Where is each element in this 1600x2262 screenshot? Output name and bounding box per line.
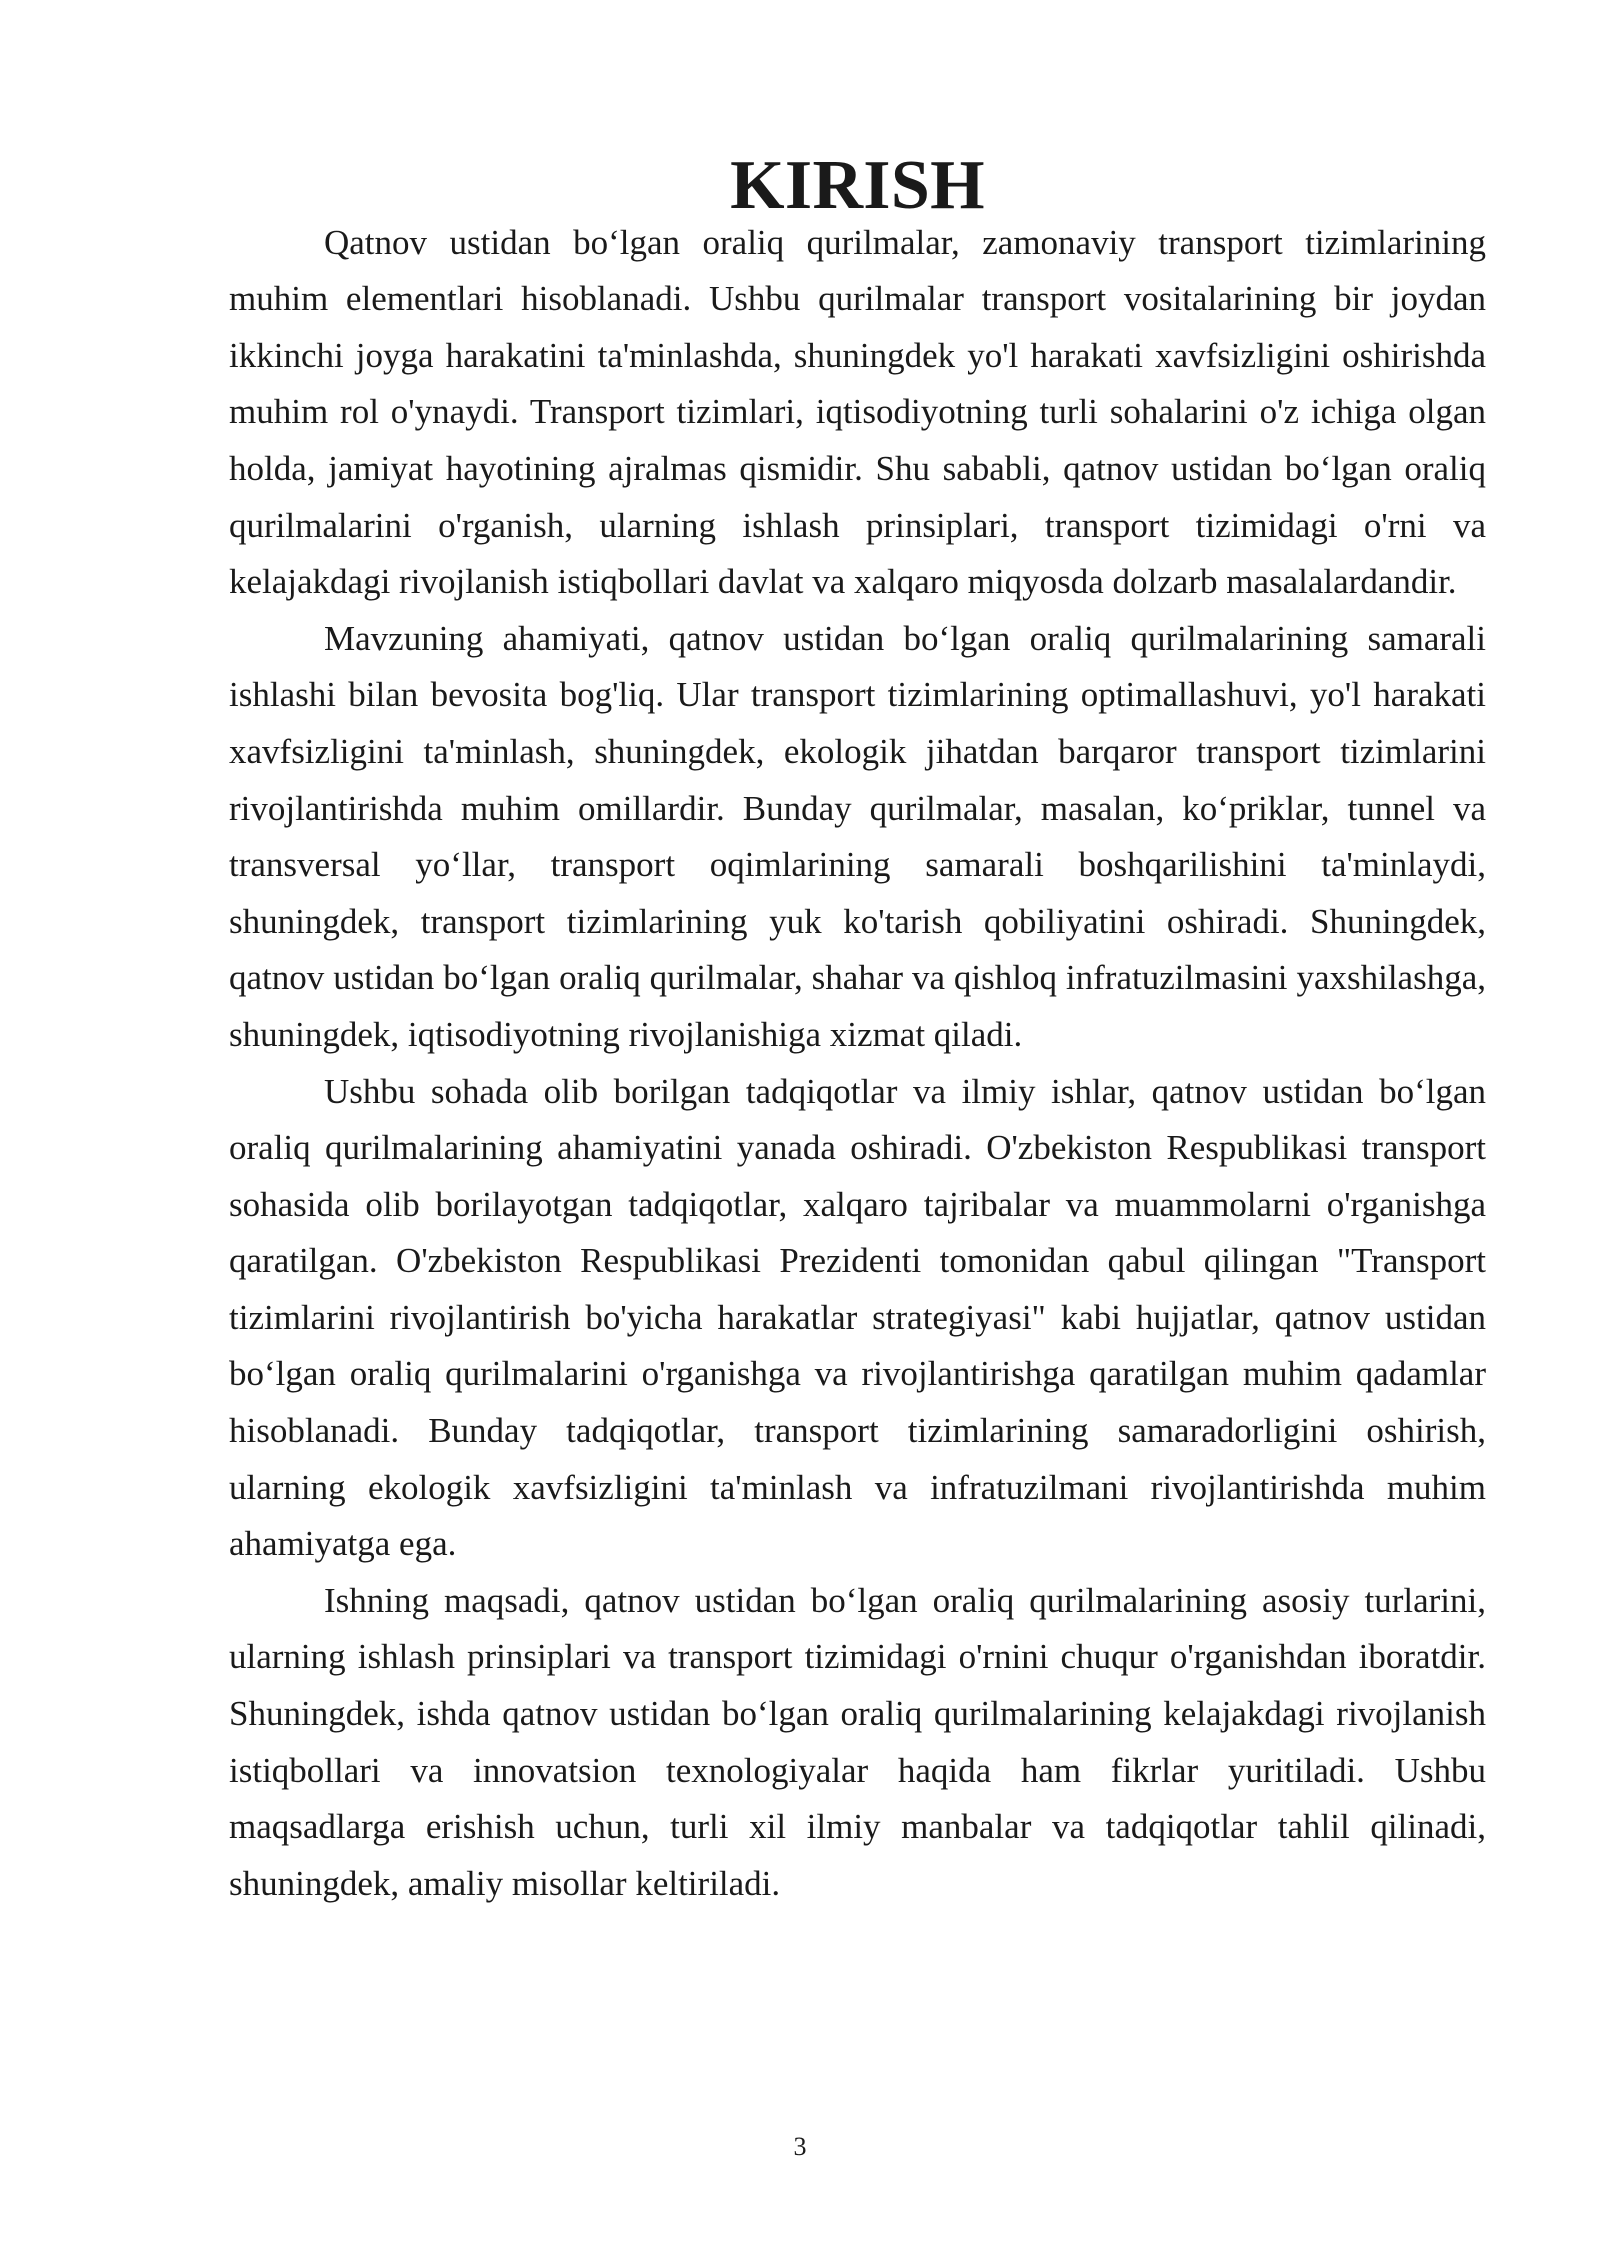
page-number: 3 bbox=[793, 2132, 807, 2161]
page-content bbox=[229, 147, 1486, 1912]
section-title: KIRISH bbox=[730, 147, 985, 224]
paragraph-2: Mavzuning ahamiyati, qatnov ustidan bo‘lgan oraliq qurilmalarining samarali ishlashi bilan bevosita bog'liq. Ular transport tizimlarining optimallashuvi, yo'l harakati xavfsizligini ta'minlash, shuningdek, ekologik jihatdan barqaror transport tizimlarini rivojlantirishda muhim omillardir. Bunday qurilmalar, masalan, ko‘priklar, tunnel va transversal yo‘llar, transport oqimlarining samarali boshqarilishini ta'minlaydi, shuningdek, transport tizimlarining yuk ko'tarish qobiliyatini oshiradi. Shuningdek, qatnov ustidan bo‘lgan oraliq qurilmalar, shahar va qishloq infratuzilmasini yaxshilashga, shuningdek, iqtisodiyotning rivojlanishiga xizmat qiladi. bbox=[229, 618, 1486, 1054]
paragraph-3: Ushbu sohada olib borilgan tadqiqotlar va ilmiy ishlar, qatnov ustidan bo‘lgan oraliq qurilmalarining ahamiyatini yanada oshiradi. O'zbekiston Respublikasi transport sohasida olib borilayotgan tadqiqotlar, xalqaro tajribalar va muammolarni o'rganishga qaratilgan. O'zbekiston Respublikasi Prezidenti tomonidan qabul qilingan "Transport tizimlarini rivojlantirish bo'yicha harakatlar strategiyasi" kabi hujjatlar, qatnov ustidan bo‘lgan oraliq qurilmalarini o'rganishga va rivojlantirishga qaratilgan muhim qadamlar hisoblanadi. Bunday tadqiqotlar, transport tizimlarining samaradorligini oshirish, ularning ekologik xavfsizligini ta'minlash va infratuzilmani rivojlantirishda muhim ahamiyatga ega. bbox=[229, 1071, 1486, 1564]
paragraph-1: Qatnov ustidan bo‘lgan oraliq qurilmalar, zamonaviy transport tizimlarining muhim elementlari hisoblanadi. Ushbu qurilmalar transport vositalarining bir joydan ikkinchi joyga harakatini ta'minlashda, shuningdek yo'l harakati xavfsizligini oshirishda muhim rol o'ynaydi. Transport tizimlari, iqtisodiyotning turli sohalarini o'z ichiga olgan holda, jamiyat hayotining ajralmas qismidir. Shu sababli, qatnov ustidan bo‘lgan oraliq qurilmalarini o'rganish, ularning ishlash prinsiplari, transport tizimidagi o'rni va kelajakdagi rivojlanish istiqbollari davlat va xalqaro miqyosda dolzarb masalalardandir. bbox=[229, 222, 1486, 602]
paragraph-4: Ishning maqsadi, qatnov ustidan bo‘lgan oraliq qurilmalarining asosiy turlarini, ularning ishlash prinsiplari va transport tizimidagi o'rnini chuqur o'rganishdan iboratdir. Shuningdek, ishda qatnov ustidan bo‘lgan oraliq qurilmalarining kelajakdagi rivojlanish istiqbollari va innovatsion texnologiyalar haqida ham fikrlar yuritiladi. Ushbu maqsadlarga erishish uchun, turli xil ilmiy manbalar va tadqiqotlar tahlil qilinadi, shuningdek, amaliy misollar keltiriladi. bbox=[229, 1580, 1486, 1903]
